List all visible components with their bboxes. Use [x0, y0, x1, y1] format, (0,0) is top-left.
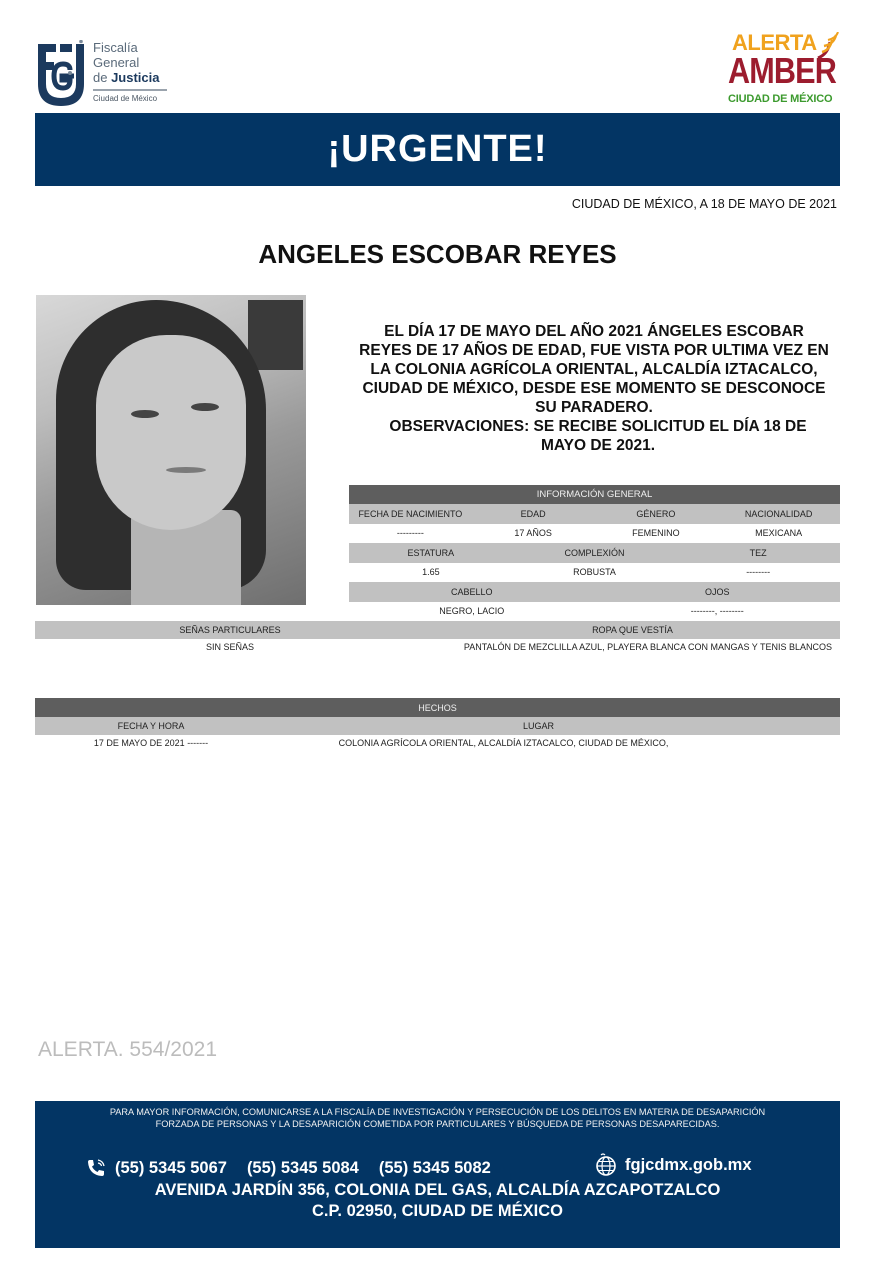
header-distinguishing-marks: SEÑAS PARTICULARES	[179, 625, 281, 635]
general-info-title: INFORMACIÓN GENERAL	[349, 485, 840, 504]
photo-background	[248, 300, 303, 370]
header-age: EDAD	[520, 508, 546, 519]
value-age: 17 AÑOS	[514, 528, 552, 539]
value-eyes: --------, --------	[690, 606, 744, 617]
header-eyes: OJOS	[704, 586, 730, 597]
website	[595, 1153, 752, 1177]
contact-footer	[35, 1101, 840, 1248]
table-row	[35, 735, 840, 750]
table-header-row	[35, 621, 840, 639]
photo-mouth	[166, 467, 206, 473]
alert-number: ALERTA. 554/2021	[38, 1038, 218, 1061]
value-date-time: 17 DE MAYO DE 2021 -------	[93, 737, 209, 748]
header-place: LUGAR	[522, 721, 554, 731]
phone-number[interactable]: (55) 5345 5084	[246, 1158, 359, 1177]
fgj-logo-divider	[93, 89, 167, 91]
facts-table	[35, 698, 840, 750]
header-birthdate: FECHA DE NACIMIENTO	[358, 508, 463, 519]
facts-title: HECHOS	[35, 698, 840, 717]
narrative-observations: OBSERVACIONES: SE RECIBE SOLICITUD EL DÍA 18 DE MAYO DE 2021.	[389, 418, 807, 454]
header-gender: GÉNERO	[636, 508, 676, 519]
address	[35, 1180, 840, 1222]
table-header-row	[349, 504, 840, 524]
table-row	[349, 563, 840, 583]
table-header-row	[349, 582, 840, 602]
header-date-time: FECHA Y HORA	[117, 721, 185, 731]
value-place: COLONIA AGRÍCOLA ORIENTAL, ALCALDÍA IZTACALCO, CIUDAD DE MÉXICO,	[338, 737, 669, 748]
date-line: CIUDAD DE MÉXICO, A 18 DE MAYO DE 2021	[571, 197, 837, 211]
photo-eye	[191, 403, 219, 411]
case-narrative	[348, 322, 848, 455]
address-line2: C.P. 02950, CIUDAD DE MÉXICO	[312, 1202, 563, 1220]
missing-person-photo	[36, 295, 306, 605]
urgent-banner	[35, 113, 840, 186]
amber-logo-alerta: ALERTA	[732, 30, 817, 55]
header-build: COMPLEXIÓN	[564, 547, 625, 558]
website-link[interactable]: fgjcdmx.gob.mx	[625, 1155, 752, 1174]
amber-logo-city: CIUDAD DE MÉXICO	[728, 93, 833, 105]
fgj-logo-line1: Fiscalía	[93, 40, 138, 55]
value-nationality: MEXICANA	[755, 528, 803, 539]
marks-clothing-table	[35, 621, 840, 655]
value-build: ROBUSTA	[573, 567, 616, 578]
fgj-logo-city: Ciudad de México	[93, 94, 158, 103]
footer-note-line1: PARA MAYOR INFORMACIÓN, COMUNICARSE A LA FISCALÍA DE INVESTIGACIÓN Y PERSECUCIÓN DE LOS DELITOS EN MATERIA DE DESAPARICIÓN	[109, 1107, 766, 1117]
value-hair: NEGRO, LACIO	[439, 606, 505, 617]
header-complexion: TEZ	[749, 547, 767, 558]
fgj-logo-line3	[93, 70, 167, 85]
header-nationality: NACIONALIDAD	[744, 508, 813, 519]
value-birthdate: ---------	[396, 528, 424, 539]
value-height: 1.65	[422, 567, 440, 578]
phone-numbers	[85, 1157, 511, 1179]
fgj-logo	[36, 36, 176, 108]
value-distinguishing-marks: SIN SEÑAS	[205, 642, 254, 652]
phone-number[interactable]: (55) 5345 5067	[115, 1158, 227, 1177]
table-row	[349, 602, 840, 622]
header-clothing: ROPA QUE VESTÍA	[592, 625, 673, 635]
general-info-table	[349, 485, 840, 621]
value-gender: FEMENINO	[632, 528, 680, 539]
header-hair: CABELLO	[450, 586, 493, 597]
value-complexion: --------	[746, 567, 771, 578]
table-row	[349, 524, 840, 544]
address-line1: AVENIDA JARDÍN 356, COLONIA DEL GAS, ALCALDÍA AZCAPOTZALCO	[154, 1181, 721, 1199]
alerta-amber-logo	[726, 30, 844, 108]
footer-note	[35, 1106, 840, 1130]
table-row	[35, 639, 840, 655]
fgj-logo-bold: Justicia	[111, 70, 160, 85]
fgj-logo-line2: General	[93, 55, 140, 70]
footer-note-line2: FORZADA DE PERSONAS Y LA DESAPARICIÓN COMETIDA POR PARTICULARES Y BÚSQUEDA DE PERSONAS DESAPARECIDAS.	[155, 1119, 720, 1129]
table-header-row	[349, 543, 840, 563]
narrative-body: EL DÍA 17 DE MAYO DEL AÑO 2021 ÁNGELES ESCOBAR REYES DE 17 AÑOS DE EDAD, FUE VISTA POR ULTIMA VEZ EN LA COLONIA AGRÍCOLA ORIENTAL, ALCALDÍA IZTACALCO, CIUDAD DE MÉXICO, DESDE ESE MOMENTO SE DESCONOCE SU PARADERO.	[359, 323, 829, 416]
header-height: ESTATURA	[407, 547, 455, 558]
photo-eye	[131, 410, 159, 418]
globe-icon	[595, 1153, 617, 1177]
value-clothing: PANTALÓN DE MEZCLILLA AZUL, PLAYERA BLANCA CON MANGAS Y TENIS BLANCOS	[463, 642, 832, 652]
phone-icon	[85, 1157, 107, 1179]
photo-face	[96, 335, 246, 530]
amber-logo-amber: AMBER	[728, 50, 836, 91]
phone-number[interactable]: (55) 5345 5082	[378, 1158, 491, 1177]
fgj-emblem-icon	[36, 40, 86, 106]
missing-person-name: ANGELES ESCOBAR REYES	[258, 239, 617, 269]
urgent-title: ¡URGENTE!	[327, 128, 548, 170]
fgj-logo-prefix: de	[93, 70, 112, 85]
table-header-row	[35, 717, 840, 735]
